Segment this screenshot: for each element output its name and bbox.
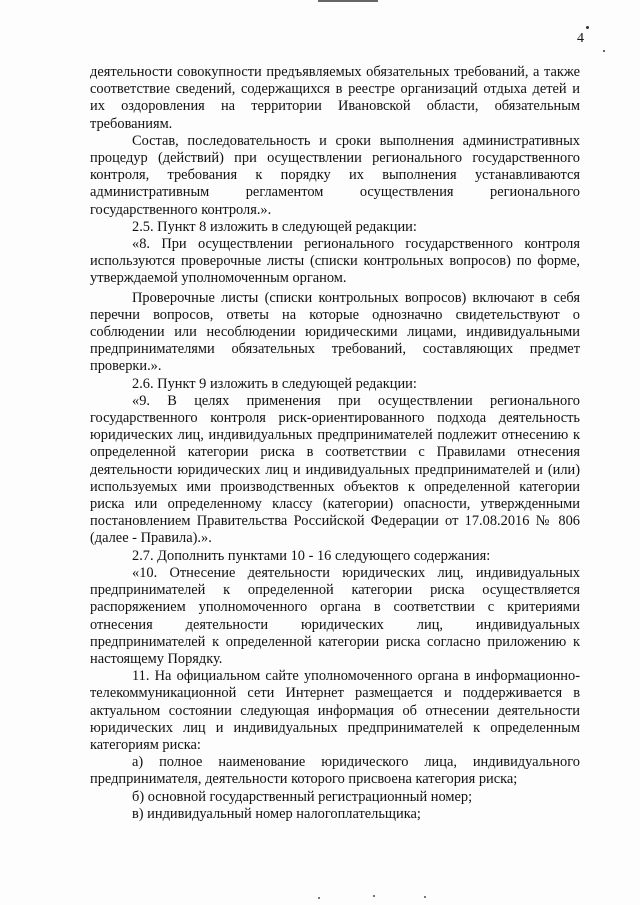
- scan-mark-top: [318, 0, 378, 2]
- paragraph-10: 11. На официальном сайте уполномоченного органа в информационно-телекоммуникационной сети Интернет размещается и поддерживается в актуальном состоянии следующая информация об отнесении деятельности юридических лиц и индивидуальных предпринимателей к определенным категориям риска:: [90, 668, 580, 753]
- paragraph-7: «9. В целях применения при осуществлении регионального государственного контроля риск-ориентированного подхода деятельность юридических лиц, индивидуальных предпринимателей подлежит отнесению к определенной категории риска в соответствии с Правилами отнесения деятельности юридических лиц и индивидуальных предпринимателей и (или) используемых ими производственных объектов к определенной категории риска или определенному классу (категории) опасности, утвержденными постановлением Правительства Российской Федерации от 17.08.2016 № 806 (далее - Правила).».: [90, 392, 580, 547]
- document-body: [90, 64, 580, 823]
- paragraph-11: а) полное наименование юридического лица, индивидуального предпринимателя, деятельности которого присвоена категория риска;: [90, 754, 580, 788]
- paragraph-6: 2.6. Пункт 9 изложить в следующей редакции:: [132, 375, 417, 392]
- paragraph-1: деятельности совокупности предъявляемых обязательных требований, а также соответствие сведений, содержащихся в реестре организаций отдыха детей и их оздоровления на территории Ивановской области, обязательным требованиям.: [90, 64, 580, 132]
- paragraph-4: «8. При осуществлении регионального государственного контроля используются проверочные листы (списки контрольных вопросов) по форме, утверждаемой уполномоченным органом.: [90, 236, 580, 287]
- scan-mark-bottom-3: [424, 896, 426, 898]
- paragraph-9: «10. Отнесение деятельности юридических лиц, индивидуальных предпринимателей к определенной категории риска осуществляется распоряжением уполномоченного органа в соответствии с критериями отнесения деятельности юридических лиц, индивидуальных предпринимателей к определенной категории риска согласно приложению к настоящему Порядку.: [90, 564, 580, 667]
- scan-mark-corner: [586, 26, 589, 29]
- paragraph-5: Проверочные листы (списки контрольных вопросов) включают в себя перечни вопросов, ответы на которые однозначно свидетельствуют о соблюдении или несоблюдении юридическими лицами, индивидуальными предпринимателями обязательных требований, составляющих предмет проверки.».: [90, 289, 580, 375]
- paragraph-8: 2.7. Дополнить пунктами 10 - 16 следующего содержания:: [132, 547, 491, 564]
- page-number: 4: [577, 31, 584, 46]
- scan-mark-right: [603, 50, 605, 52]
- scan-mark-bottom-1: [318, 897, 320, 899]
- scan-mark-bottom-2: [373, 895, 375, 897]
- paragraph-3: 2.5. Пункт 8 изложить в следующей редакции:: [132, 218, 417, 235]
- paragraph-13: в) индивидуальный номер налогоплательщика;: [132, 805, 421, 822]
- paragraph-12: б) основной государственный регистрационный номер;: [132, 788, 473, 805]
- paragraph-2: Состав, последовательность и сроки выполнения административных процедур (действий) при осуществлении регионального государственного контроля, требования к порядку их выполнения устанавливаются административным регламентом осуществления регионального государственного контроля.».: [90, 132, 580, 218]
